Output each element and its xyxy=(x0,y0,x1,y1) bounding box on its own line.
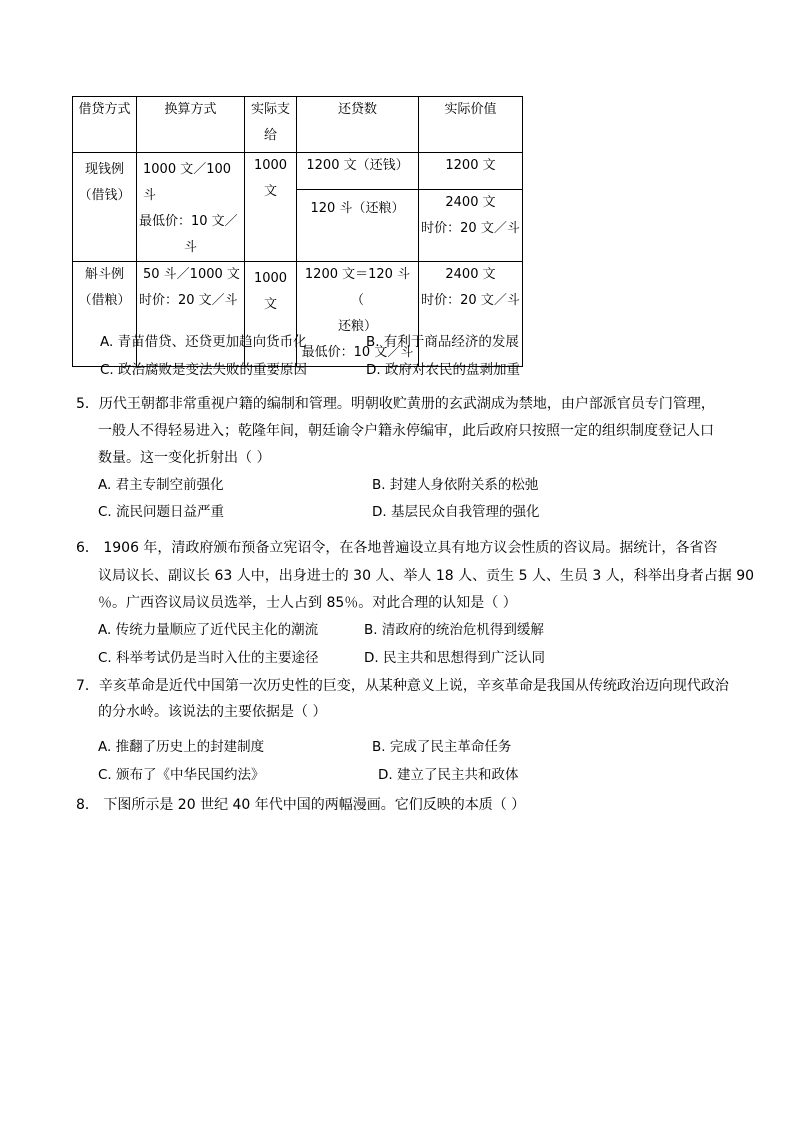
header-loan-type: 借贷方式 xyxy=(73,97,137,153)
row1-value-grain: 2400 文 时价：20 文／斗 xyxy=(419,190,523,262)
q6-stem-line2: 议局议长、副议长 63 人中，出身进士的 30 人、举人 18 人、贡生 5 人、生员 3 人，科举出身者占据 90 xyxy=(98,568,755,584)
loan-comparison-table xyxy=(72,96,523,367)
q4-option-c[interactable]: C. 政治腐败是变法失败的重要原因 xyxy=(100,362,308,378)
row2-loan-type: 斛斗例 （借粮） xyxy=(73,262,137,367)
q5-stem-line3: 数量。这一变化折射出（ ） xyxy=(98,450,271,466)
q4-option-b[interactable]: B. 有利于商品经济的发展 xyxy=(366,334,519,350)
row2-actual-paid: 1000 文 xyxy=(245,262,297,367)
q7-stem-line1: 7．辛亥革命是近代中国第一次历史性的巨变，从某种意义上说，辛亥革命是我国从传统政治迈向现代政治 xyxy=(76,678,729,694)
q7-stem-line2: 的分水岭。该说法的主要依据是（ ） xyxy=(98,704,327,720)
q5-option-a[interactable]: A. 君主专制空前强化 xyxy=(98,477,224,493)
q4-option-a[interactable]: A. 青苗借贷、还贷更加趋向货币化 xyxy=(100,334,307,350)
q6-option-c[interactable]: C. 科举考试仍是当时入仕的主要途径 xyxy=(98,650,319,666)
q4-option-d[interactable]: D. 政府对农民的盘剥加重 xyxy=(366,362,520,378)
row1-loan-type: 现钱例 （借钱） xyxy=(73,153,137,262)
row1-actual-paid: 1000 文 xyxy=(245,153,297,262)
q6-stem-line3: ％。广西咨议局议员选举，士人占到 85％。对此合理的认知是（ ） xyxy=(98,595,517,611)
row1-value-cash: 1200 文 xyxy=(419,153,523,190)
q7-option-c[interactable]: C. 颁布了《中华民国约法》 xyxy=(98,767,265,783)
row2-actual-value: 2400 文 时价：20 文／斗 xyxy=(419,262,523,367)
q7-option-b[interactable]: B. 完成了民主革命任务 xyxy=(372,739,512,755)
q7-option-a[interactable]: A. 推翻了历史上的封建制度 xyxy=(98,739,265,755)
header-actual-value: 实际价值 xyxy=(419,97,523,153)
header-repayment: 还贷数 xyxy=(297,97,419,153)
q5-stem-line2: 一般人不得轻易进入；乾隆年间，朝廷谕令户籍永停编审，此后政府只按照一定的组织制度登记人口 xyxy=(98,423,714,439)
q5-option-d[interactable]: D. 基层民众自我管理的强化 xyxy=(372,504,540,520)
q6-option-d[interactable]: D. 民主共和思想得到广泛认同 xyxy=(364,650,545,666)
q6-option-b[interactable]: B. 清政府的统治危机得到缓解 xyxy=(364,622,544,638)
table-header-row xyxy=(73,97,523,153)
q5-stem-line1: 5．历代王朝都非常重视户籍的编制和管理。明朝收贮黄册的玄武湖成为禁地，由户部派官员专门管理， xyxy=(76,396,715,412)
q6-option-a[interactable]: A. 传统力量顺应了近代民主化的潮流 xyxy=(98,622,319,638)
header-conversion: 换算方式 xyxy=(137,97,245,153)
row1-repay-grain: 120 斗（还粮） xyxy=(297,190,419,262)
q6-stem-line1: 6． 1906 年，清政府颁布预备立宪诏令，在各地普遍设立具有地方议会性质的咨议局。据统计，各省咨 xyxy=(76,540,718,556)
row1-repay-cash: 1200 文（还钱） xyxy=(297,153,419,190)
row1-conversion: 1000 文／100 斗 最低价：10 文／ 斗 xyxy=(137,153,245,262)
q8-stem-line1: 8． 下图所示是 20 世纪 40 年代中国的两幅漫画。它们反映的本质（ ） xyxy=(76,797,526,813)
q5-option-c[interactable]: C. 流民问题日益严重 xyxy=(98,504,225,520)
q7-option-d[interactable]: D. 建立了民主共和政体 xyxy=(378,767,519,783)
table-row xyxy=(73,153,523,190)
header-actual-paid: 实际支 给 xyxy=(245,97,297,153)
row2-repayment: 1200 文＝120 斗（ 还粮） 最低价：10 文／斗 xyxy=(297,262,419,367)
q5-option-b[interactable]: B. 封建人身依附关系的松弛 xyxy=(372,477,539,493)
row2-conversion: 50 斗／1000 文 时价：20 文／斗 xyxy=(137,262,245,367)
